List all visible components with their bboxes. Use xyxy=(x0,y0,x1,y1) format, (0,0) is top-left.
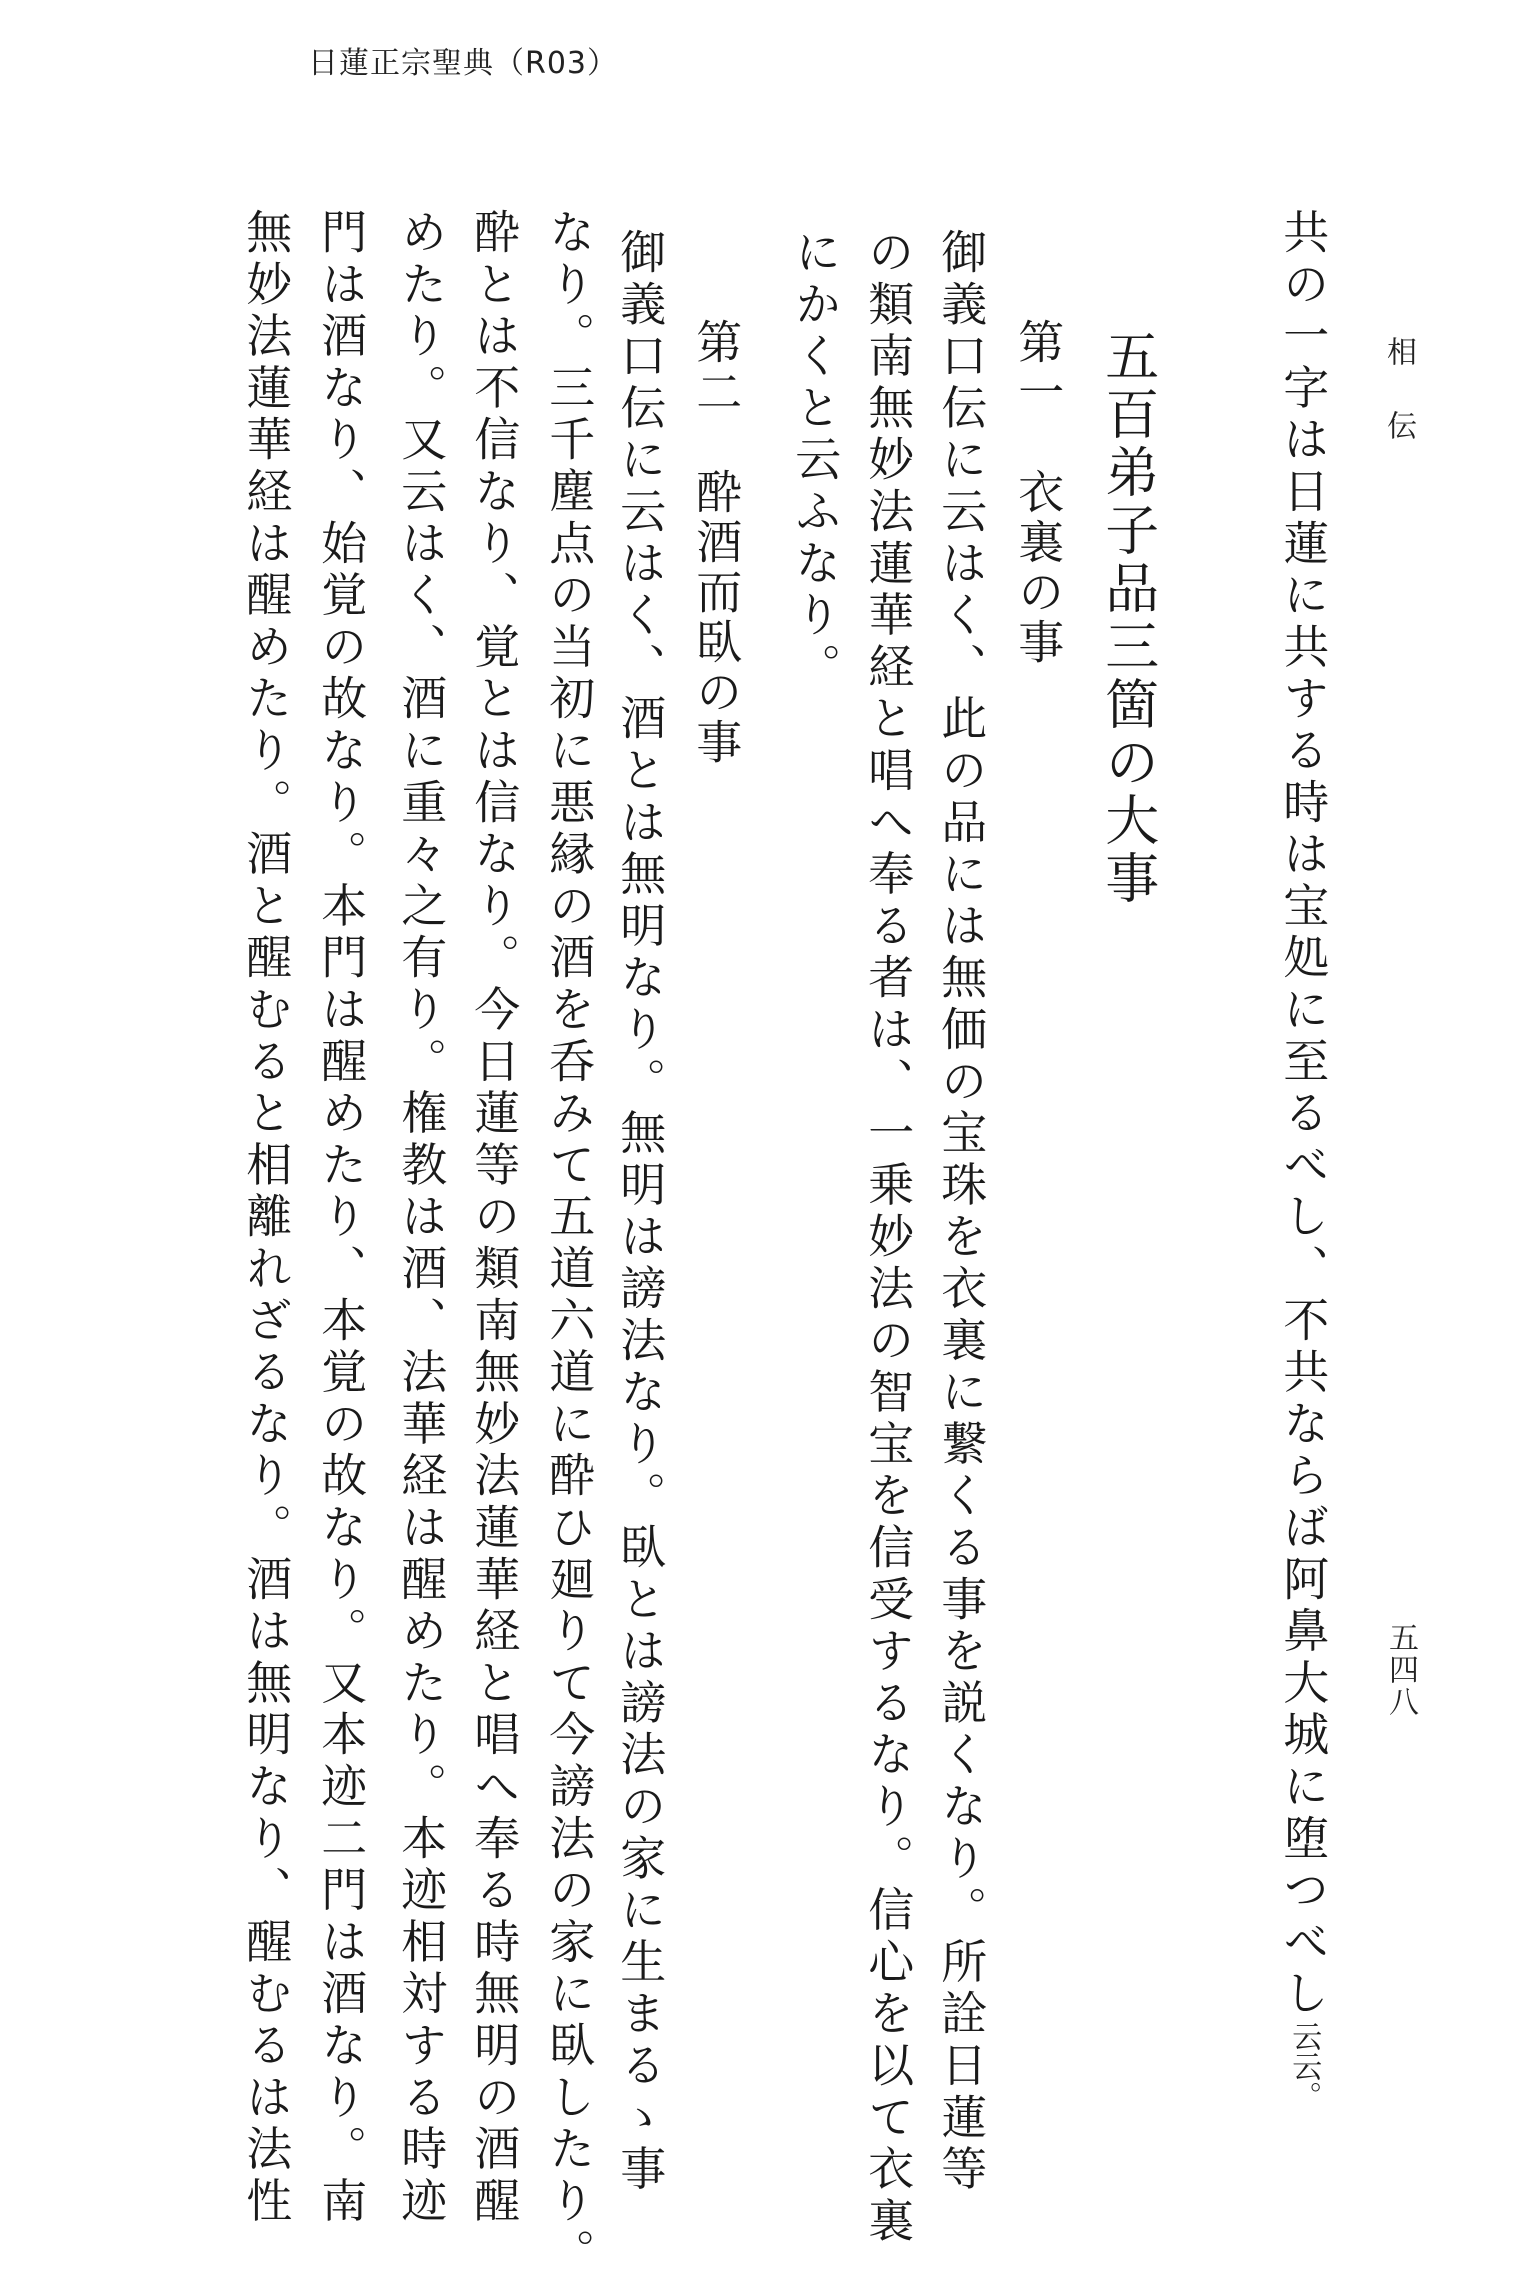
text-column-13: 無妙法蓮華経は醒めたり。酒と醒むると相離れざるなり。酒は無明なり、醒むるは法性 xyxy=(239,208,294,2229)
text-column-4: 御義口伝に云はく、此の品には無価の宝珠を衣裏に繋くる事を説くなり。所詮日蓮等 xyxy=(934,228,989,2197)
text-column-10: 酔とは不信なり、覚とは信なり。今日蓮等の類南無妙法蓮華経と唱へ奉る時無明の酒醒 xyxy=(467,208,522,2229)
section-heading-1: 第一 衣裏の事 xyxy=(1011,318,1066,668)
running-head: 相伝 xyxy=(1381,336,1416,484)
section-heading-2: 第二 酔酒而臥の事 xyxy=(689,318,744,768)
text-column-11: めたり。又云はく、酒に重々之有り。権教は酒、法華経は醒めたり。本迹相対する時迹 xyxy=(394,208,449,2229)
text-column-1-suffix: 云云。 xyxy=(1286,2021,1322,2111)
text-column-6: にかくと云ふなり。 xyxy=(788,228,843,695)
document-label: 日蓮正宗聖典（R03） xyxy=(308,46,619,81)
text-column-5: の類南無妙法蓮華経と唱へ奉る者は、一乗妙法の智宝を信受するなり。信心を以て衣裏 xyxy=(861,228,916,2249)
text-column-12: 門は酒なり、始覚の故なり。本門は醒めたり、本覚の故なり。又本迹二門は酒なり。南 xyxy=(314,208,369,2229)
text-column-8: 御義口伝に云はく、酒とは無明なり。無明は謗法なり。臥とは謗法の家に生まるゝ事 xyxy=(613,228,668,2197)
text-column-9: なり。三千塵点の当初に悪縁の酒を呑みて五道六道に酔ひ廻りて今謗法の家に臥したり。 xyxy=(542,208,597,2280)
text-column-1 xyxy=(1275,208,1330,2111)
text-column-1-main: 共の一字は日蓮に共する時は宝処に至るべし、不共ならば阿鼻大城に堕つべし xyxy=(1276,208,1331,2021)
chapter-heading: 五百弟子品三箇の大事 xyxy=(1096,328,1160,908)
page-number: 五四八 xyxy=(1383,1622,1418,1718)
